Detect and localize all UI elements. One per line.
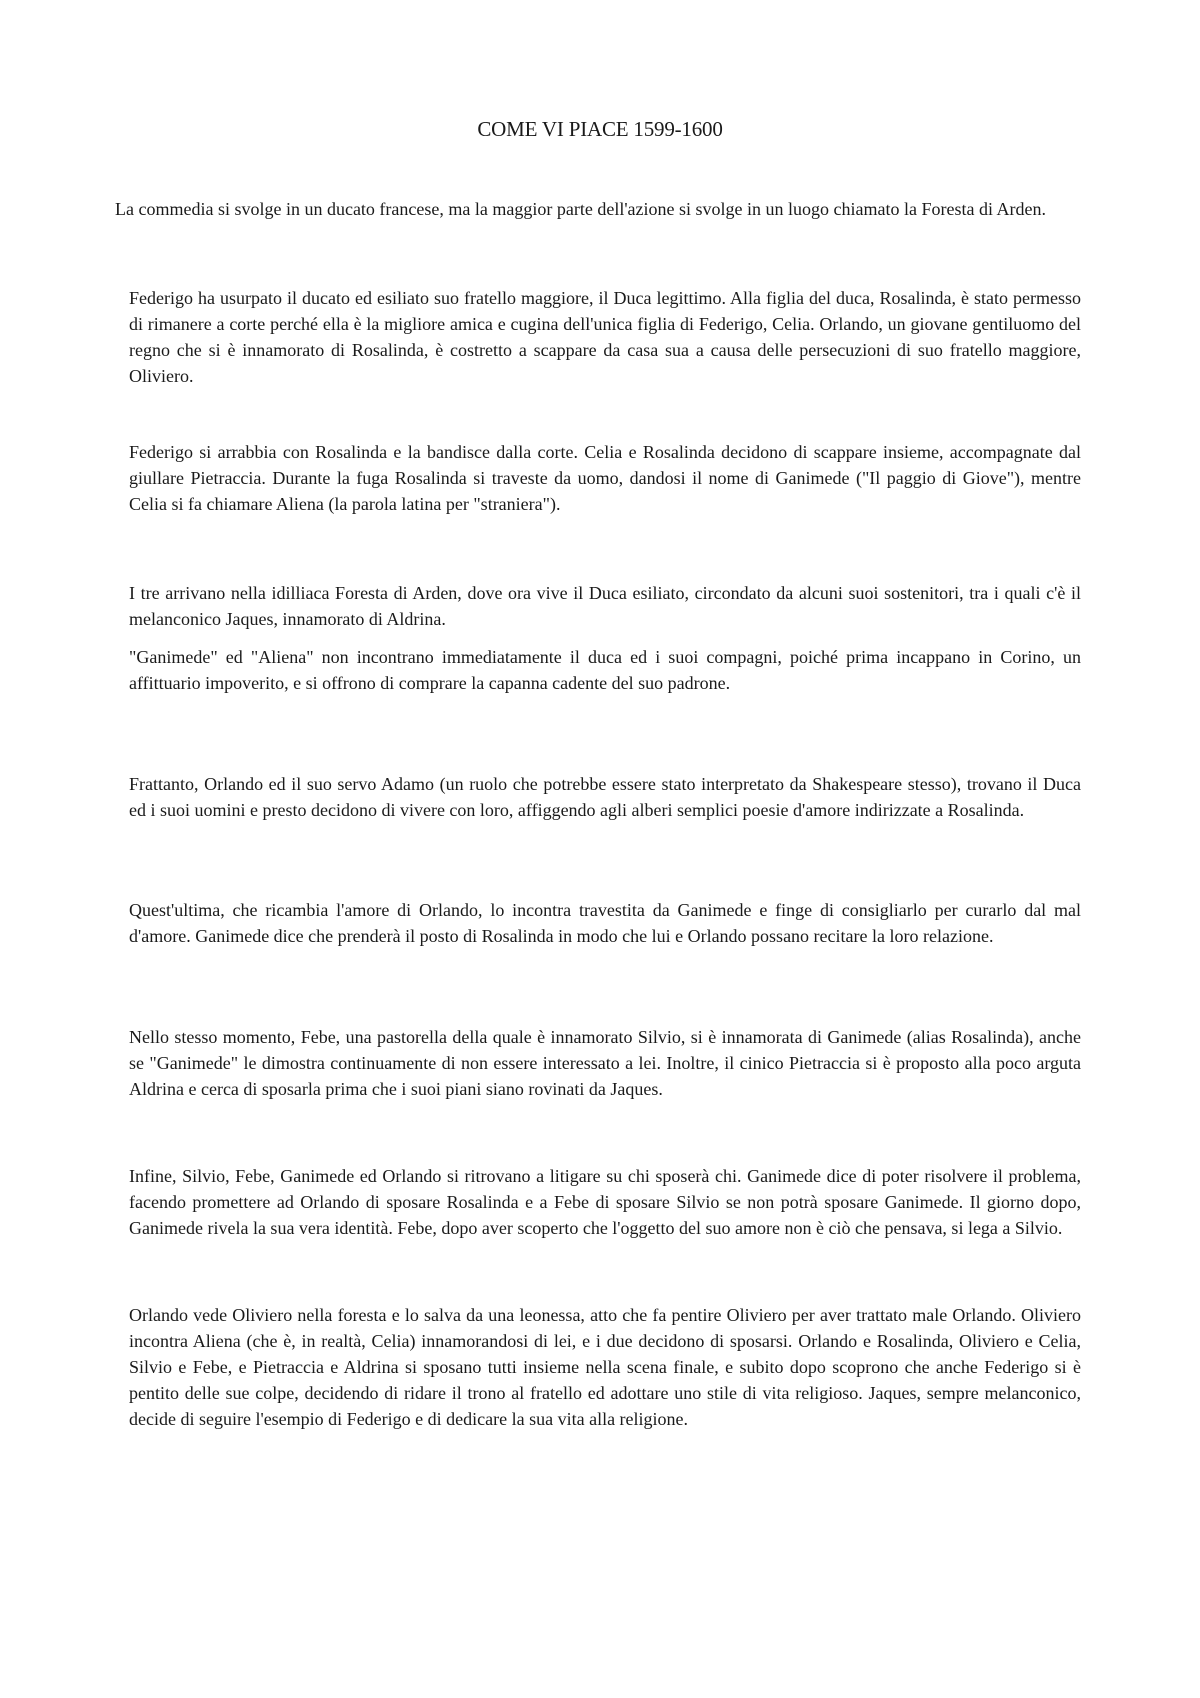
paragraph-4: "Ganimede" ed "Aliena" non incontrano immediatamente il duca ed i suoi compagni, poiché prima incappano in Corino, un affittuario impoverito, e si offrono di comprare la capanna cadente del suo padrone. xyxy=(129,647,1081,693)
paragraph-3: I tre arrivano nella idilliaca Foresta di Arden, dove ora vive il Duca esiliato, circondato da alcuni suoi sostenitori, tra i quali c'è il melanconico Jaques, innamorato di Aldrina. xyxy=(129,583,1081,629)
paragraph-2: Federigo si arrabbia con Rosalinda e la bandisce dalla corte. Celia e Rosalinda decidono di scappare insieme, accompagnate dal giullare Pietraccia. Durante la fuga Rosalinda si traveste da uomo, dandosi il nome di Ganimede ("Il paggio di Giove"), mentre Celia si fa chiamare Aliena (la parola latina per "straniera"). xyxy=(129,442,1081,514)
paragraph-6: Quest'ultima, che ricambia l'amore di Orlando, lo incontra travestita da Ganimede e finge di consigliarlo per curarlo dal mal d'amore. Ganimede dice che prenderà il posto di Rosalinda in modo che lui e Orlando possano recitare la loro relazione. xyxy=(129,900,1081,946)
document-title: COME VI PIACE 1599-1600 xyxy=(477,117,723,141)
paragraph-8: Infine, Silvio, Febe, Ganimede ed Orlando si ritrovano a litigare su chi sposerà chi. Ganimede dice di poter risolvere il problema, facendo promettere ad Orlando di sposare Rosalinda e a Febe di sposare Silvio se non potrà sposare Ganimede. Il giorno dopo, Ganimede rivela la sua vera identità. Febe, dopo aver scoperto che l'oggetto del suo amore non è ciò che pensava, si lega a Silvio. xyxy=(129,1166,1081,1238)
paragraph-5: Frattanto, Orlando ed il suo servo Adamo (un ruolo che potrebbe essere stato interpretato da Shakespeare stesso), trovano il Duca ed i suoi uomini e presto decidono di vivere con loro, affiggendo agli alberi semplici poesie d'amore indirizzate a Rosalinda. xyxy=(129,774,1081,820)
intro-paragraph: La commedia si svolge in un ducato francese, ma la maggior parte dell'azione si svolge in un luogo chiamato la Foresta di Arden. xyxy=(115,199,1046,219)
paragraph-7: Nello stesso momento, Febe, una pastorella della quale è innamorato Silvio, si è innamorata di Ganimede (alias Rosalinda), anche se "Ganimede" le dimostra continuamente di non essere interessato a lei. Inoltre, il cinico Pietraccia si è proposto alla poco arguta Aldrina e cerca di sposarla prima che i suoi piani siano rovinati da Jaques. xyxy=(129,1027,1081,1099)
paragraph-1: Federigo ha usurpato il ducato ed esiliato suo fratello maggiore, il Duca legittimo. Alla figlia del duca, Rosalinda, è stato permesso di rimanere a corte perché ella è la migliore amica e cugina dell'unica figlia di Federigo, Celia. Orlando, un giovane gentiluomo del regno che si è innamorato di Rosalinda, è costretto a scappare da casa sua a causa delle persecuzioni di suo fratello maggiore, Oliviero. xyxy=(129,288,1081,386)
paragraph-9: Orlando vede Oliviero nella foresta e lo salva da una leonessa, atto che fa pentire Oliviero per aver trattato male Orlando. Oliviero incontra Aliena (che è, in realtà, Celia) innamorandosi di lei, e i due decidono di sposarsi. Orlando e Rosalinda, Oliviero e Celia, Silvio e Febe, e Pietraccia e Aldrina si sposano tutti insieme nella scena finale, e subito dopo scoprono che anche Federigo si è pentito delle sue colpe, decidendo di ridare il trono al fratello ed adottare uno stile di vita religioso. Jaques, sempre melanconico, decide di seguire l'esempio di Federigo e di dedicare la sua vita alla religione. xyxy=(129,1305,1081,1429)
